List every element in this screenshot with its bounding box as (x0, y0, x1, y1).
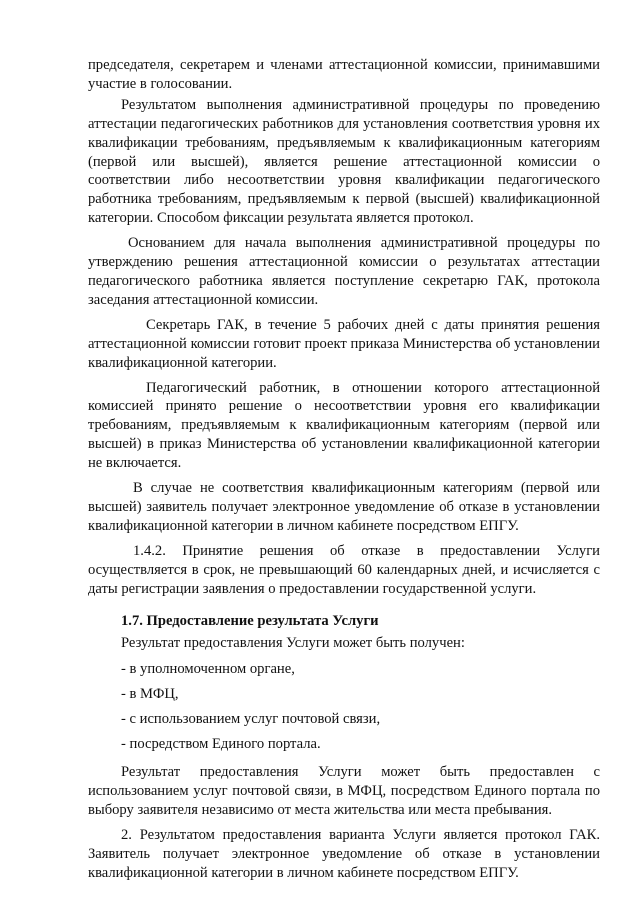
paragraph-noncompliance: Педагогический работник, в отношении которого аттестационной комиссией принято решение о несоответствии уровня его квалификации требованиям, предъявляемым к квалификационным категориям (первой или высшей) в приказ Министерства об установлении квалификационной категории не включается. (88, 379, 600, 472)
result-intro: Результат предоставления Услуги может быть получен: (121, 635, 465, 652)
paragraph-refusal-notice: В случае не соответствия квалификационным категориям (первой или высшей) заявитель получает электронное уведомление об отказе в установлении квалификационной категории в личном кабинете посредством ЕПГУ. (88, 480, 600, 534)
list-item: - с использованием услуг почтовой связи, (121, 711, 381, 728)
paragraph-procedure-basis: Основанием для начала выполнения административной процедуры по утверждению решения аттестационной комиссии о результатах аттестации педагогического работника является поступление секретарю ГАК, протокола заседания аттестационной комиссии. (88, 235, 600, 308)
result-channels-list (88, 657, 600, 757)
document-body (88, 56, 600, 883)
paragraph-procedure-result: Результатом выполнения административной процедуры по проведению аттестации педагогических работников для установления соответствия уровня их квалификации требованиям, предъявляемым к квалификационным категориям (первой или высшей), является решение аттестационной комиссии о соответствии либо несоответствии уровня квалификации педагогического работника требованиям, предъявляемым к первой (высшей) квалификационной категории. Способом фиксации результата является протокол. (88, 96, 600, 227)
paragraph-result-delivery: Результат предоставления Услуги может быть предоставлен с использованием услуг почтовой связи, в МФЦ, посредством Единого портала по выбору заявителя независимо от места жительства или места пребывания. (88, 764, 600, 819)
paragraph-variant-result: 2. Результатом предоставления варианта Услуги является протокол ГАК. Заявитель получает электронное уведомление об отказе в установлении квалификационной категории в личном кабинете посредством ЕПГУ. (88, 827, 600, 881)
list-item: - посредством Единого портала. (121, 736, 321, 753)
paragraph-secretary-order: Секретарь ГАК, в течение 5 рабочих дней с даты принятия решения аттестационной комиссии готовит проект приказа Министерства об установлении квалификационной категории. (88, 316, 600, 371)
paragraph-commission-signatures: председателя, секретарем и членами аттестационной комиссии, принимавшими участие в голосовании. (88, 57, 600, 92)
list-item: - в уполномоченном органе, (121, 661, 295, 678)
section-heading: 1.7. Предоставление результата Услуги (121, 613, 379, 630)
paragraph-refusal-term: 1.4.2. Принятие решения об отказе в предоставлении Услуги осуществляется в срок, не превышающий 60 календарных дней, и исчисляется с даты регистрации заявления о предоставлении государственной услуги. (88, 542, 600, 597)
list-item: - в МФЦ, (121, 686, 179, 703)
